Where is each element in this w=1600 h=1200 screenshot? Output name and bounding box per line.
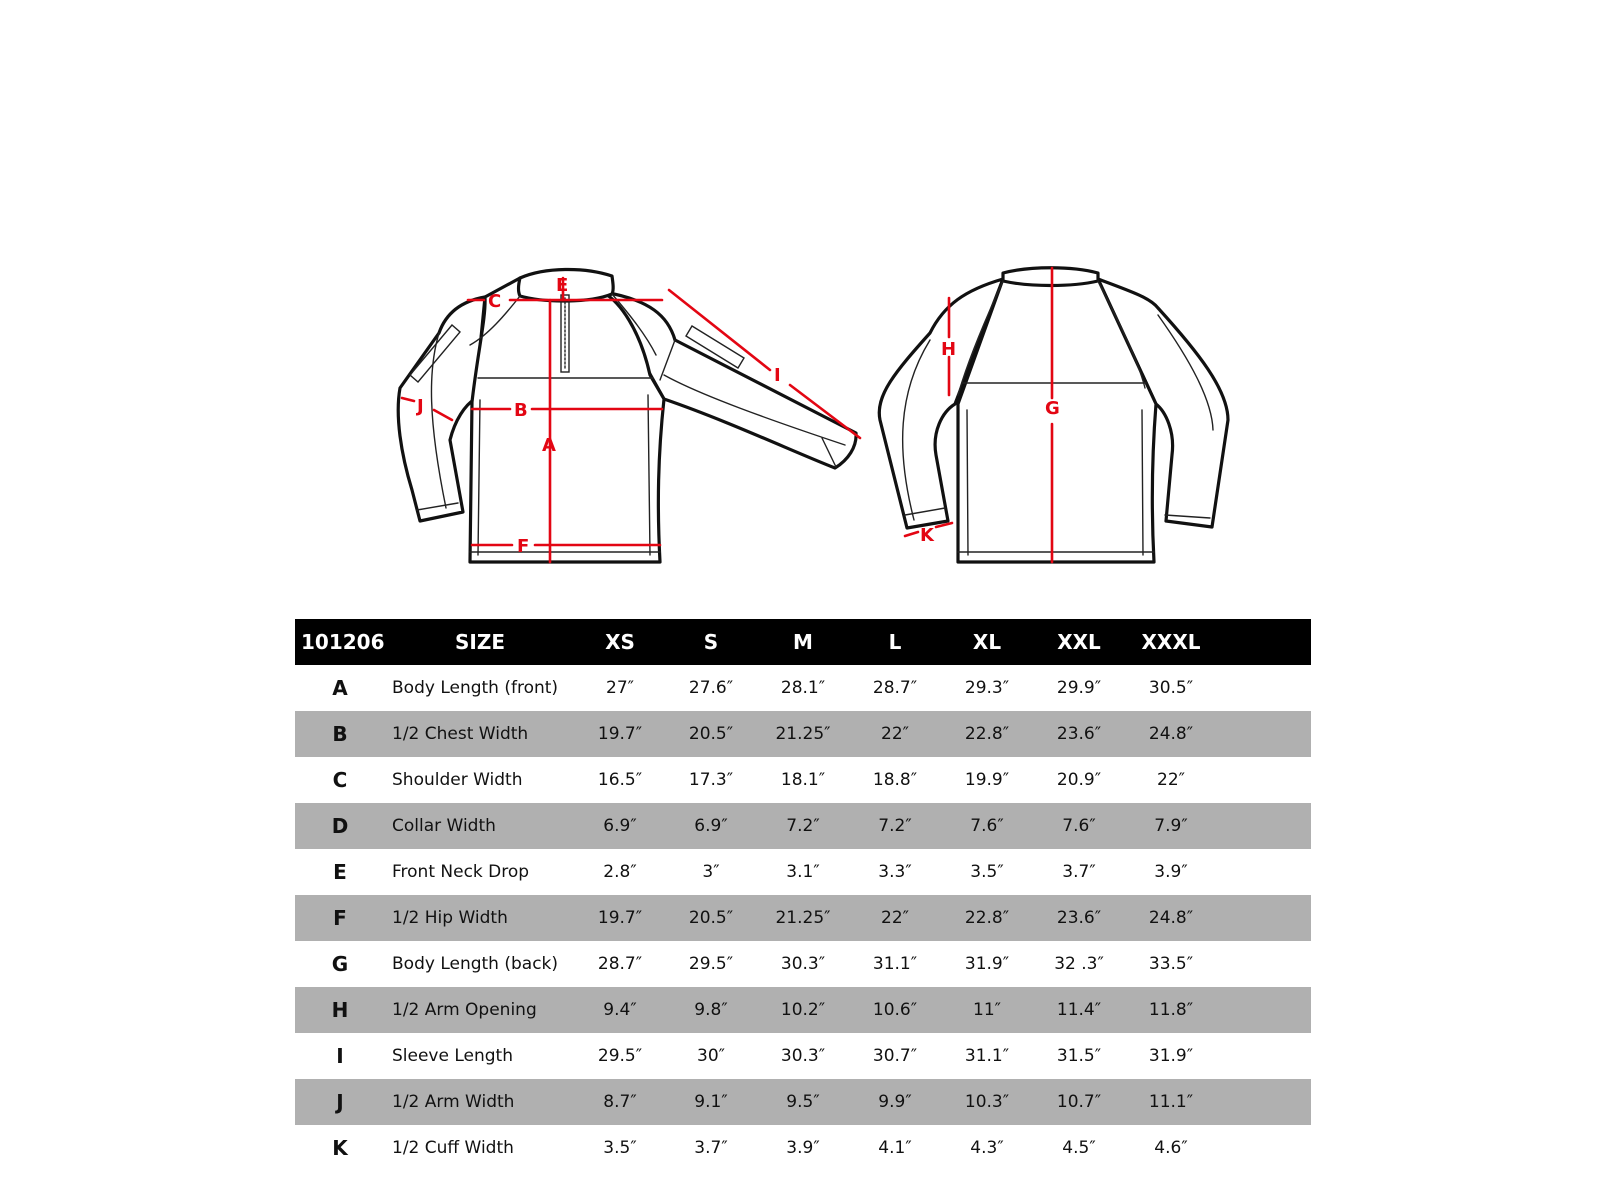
measurement-value: 4.3″ — [970, 1138, 1004, 1158]
measurement-value: 18.8″ — [872, 770, 918, 790]
measurement-value: 24.8″ — [1148, 908, 1194, 928]
measurement-key: I — [336, 1044, 344, 1068]
label-F: F — [517, 536, 530, 557]
table-row — [295, 941, 1311, 987]
measurement-value: 30″ — [697, 1046, 725, 1066]
label-G: G — [1045, 398, 1060, 419]
row-spacer — [1217, 803, 1311, 849]
measurement-name: 1/2 Chest Width — [392, 724, 529, 744]
measurement-value: 7.6″ — [1062, 816, 1096, 836]
row-spacer — [1217, 1079, 1311, 1125]
measurement-value: 10.7″ — [1056, 1092, 1102, 1112]
measurement-value: 3.7″ — [1062, 862, 1096, 882]
measurement-key: K — [332, 1136, 348, 1160]
header-size-m: M — [793, 630, 813, 654]
measurement-value: 9.4″ — [603, 1000, 637, 1020]
header-style-code: 101206 — [301, 630, 385, 654]
measurement-value: 21.25″ — [775, 908, 831, 928]
measurement-value: 29.5″ — [597, 1046, 643, 1066]
measurement-name: Collar Width — [392, 816, 496, 836]
measurement-key: J — [336, 1090, 344, 1114]
measurement-value: 22″ — [881, 724, 909, 744]
measurement-value: 24.8″ — [1148, 724, 1194, 744]
measurement-value: 29.3″ — [964, 678, 1010, 698]
measurement-name: Body Length (back) — [392, 954, 559, 974]
measurement-value: 11.4″ — [1056, 1000, 1102, 1020]
row-spacer — [1217, 1125, 1311, 1171]
measurement-name: Sleeve Length — [392, 1046, 513, 1066]
header-size-xs: XS — [605, 630, 635, 654]
measurement-value: 29.9″ — [1056, 678, 1102, 698]
measurement-name: 1/2 Arm Opening — [392, 1000, 537, 1020]
label-K: K — [920, 525, 934, 546]
measurement-value: 31.5″ — [1056, 1046, 1102, 1066]
measurement-value: 7.9″ — [1154, 816, 1188, 836]
measurement-value: 7.2″ — [878, 816, 912, 836]
measurement-value: 10.6″ — [872, 1000, 918, 1020]
measurement-value: 28.7″ — [597, 954, 643, 974]
label-E: E — [556, 275, 569, 296]
measurement-value: 17.3″ — [688, 770, 734, 790]
measurement-value: 20.5″ — [688, 908, 734, 928]
measurement-value: 9.9″ — [878, 1092, 912, 1112]
table-row — [295, 757, 1311, 803]
measurement-value: 6.9″ — [694, 816, 728, 836]
label-J: J — [417, 396, 424, 417]
measurement-key: C — [332, 768, 348, 792]
measurement-value: 23.6″ — [1056, 724, 1102, 744]
measurement-key: A — [332, 676, 348, 700]
measurement-value: 2.8″ — [603, 862, 637, 882]
measurement-value: 31.9″ — [964, 954, 1010, 974]
row-spacer — [1217, 757, 1311, 803]
measurement-value: 22.8″ — [964, 724, 1010, 744]
measurement-name: 1/2 Arm Width — [392, 1092, 515, 1112]
measurement-key: D — [331, 814, 349, 838]
measurement-value: 10.3″ — [964, 1092, 1010, 1112]
table-row — [295, 1125, 1311, 1171]
measurement-value: 22.8″ — [964, 908, 1010, 928]
measurement-value: 31.1″ — [964, 1046, 1010, 1066]
measurement-value: 22″ — [1157, 770, 1185, 790]
measurement-name: Shoulder Width — [392, 770, 523, 790]
measurement-value: 11.1″ — [1148, 1092, 1194, 1112]
measurement-value: 7.6″ — [970, 816, 1004, 836]
measurement-value: 4.6″ — [1154, 1138, 1188, 1158]
measurement-key: F — [333, 906, 347, 930]
row-spacer — [1217, 665, 1311, 711]
table-row — [295, 665, 1311, 711]
measurement-value: 3.1″ — [786, 862, 820, 882]
header-spacer — [1217, 619, 1311, 665]
row-spacer — [1217, 849, 1311, 895]
measurement-value: 18.1″ — [780, 770, 826, 790]
measurement-name: 1/2 Hip Width — [392, 908, 508, 928]
measurement-value: 22″ — [881, 908, 909, 928]
table-row — [295, 1033, 1311, 1079]
measurement-name: Front Neck Drop — [392, 862, 530, 882]
measurement-key: E — [333, 860, 347, 884]
measurement-value: 6.9″ — [603, 816, 637, 836]
row-spacer — [1217, 987, 1311, 1033]
measurement-value: 9.1″ — [694, 1092, 728, 1112]
measurement-key: H — [331, 998, 349, 1022]
measurement-value: 7.2″ — [786, 816, 820, 836]
table-row — [295, 1079, 1311, 1125]
measurement-value: 27.6″ — [688, 678, 734, 698]
row-spacer — [1217, 895, 1311, 941]
measurement-value: 19.9″ — [964, 770, 1010, 790]
row-spacer — [1217, 1033, 1311, 1079]
table-row — [295, 803, 1311, 849]
measurement-value: 4.5″ — [1062, 1138, 1096, 1158]
measurement-value: 4.1″ — [878, 1138, 912, 1158]
header-size-xl: XL — [972, 630, 1002, 654]
measurement-value: 27″ — [606, 678, 634, 698]
measurement-value: 11″ — [973, 1000, 1001, 1020]
size-chart-table — [295, 619, 1311, 1171]
measurement-value: 20.9″ — [1056, 770, 1102, 790]
table-row — [295, 895, 1311, 941]
measurement-value: 20.5″ — [688, 724, 734, 744]
measurement-value: 23.6″ — [1056, 908, 1102, 928]
measurement-value: 28.1″ — [780, 678, 826, 698]
measurement-value: 30.5″ — [1148, 678, 1194, 698]
measurement-value: 3.5″ — [970, 862, 1004, 882]
header-size-s: S — [703, 630, 719, 654]
measurement-key: B — [332, 722, 348, 746]
header-size-l: L — [888, 630, 902, 654]
measurement-value: 3.3″ — [878, 862, 912, 882]
table-header-row — [295, 619, 1311, 665]
header-size-xxl: XXL — [1057, 630, 1101, 654]
measurement-value: 29.5″ — [688, 954, 734, 974]
row-spacer — [1217, 711, 1311, 757]
measurement-value: 30.3″ — [780, 1046, 826, 1066]
measurement-value: 8.7″ — [603, 1092, 637, 1112]
measurement-value: 19.7″ — [597, 724, 643, 744]
table-row — [295, 987, 1311, 1033]
measurement-name: Body Length (front) — [392, 678, 559, 698]
label-B: B — [514, 400, 528, 421]
label-I: I — [774, 365, 781, 386]
label-H: H — [941, 339, 957, 360]
measurement-value: 21.25″ — [775, 724, 831, 744]
row-spacer — [1217, 941, 1311, 987]
measurement-value: 10.2″ — [780, 1000, 826, 1020]
measurement-value: 9.5″ — [786, 1092, 820, 1112]
measurement-value: 30.3″ — [780, 954, 826, 974]
measurement-value: 33.5″ — [1148, 954, 1194, 974]
table-row — [295, 711, 1311, 757]
header-size-xxxl: XXXL — [1141, 630, 1201, 654]
front-view-shirt — [398, 269, 856, 562]
measurement-value: 30.7″ — [872, 1046, 918, 1066]
table-body — [295, 665, 1311, 1171]
measurement-key: G — [331, 952, 349, 976]
label-A: A — [542, 435, 556, 456]
measurement-value: 9.8″ — [694, 1000, 728, 1020]
measurement-value: 3.7″ — [694, 1138, 728, 1158]
label-C: C — [488, 291, 502, 312]
measurement-value: 11.8″ — [1148, 1000, 1194, 1020]
measurement-value: 31.1″ — [872, 954, 918, 974]
measurement-value: 19.7″ — [597, 908, 643, 928]
measurement-value: 28.7″ — [872, 678, 918, 698]
measurement-value: 31.9″ — [1148, 1046, 1194, 1066]
table-row — [295, 849, 1311, 895]
measurement-value: 3.9″ — [1154, 862, 1188, 882]
measurement-value: 3.9″ — [786, 1138, 820, 1158]
measurement-value: 3″ — [702, 862, 720, 882]
measurement-value: 32 .3″ — [1054, 954, 1104, 974]
measurement-name: 1/2 Cuff Width — [392, 1138, 514, 1158]
measurement-value: 3.5″ — [603, 1138, 637, 1158]
measurement-value: 16.5″ — [597, 770, 643, 790]
header-size-label: SIZE — [454, 630, 505, 654]
